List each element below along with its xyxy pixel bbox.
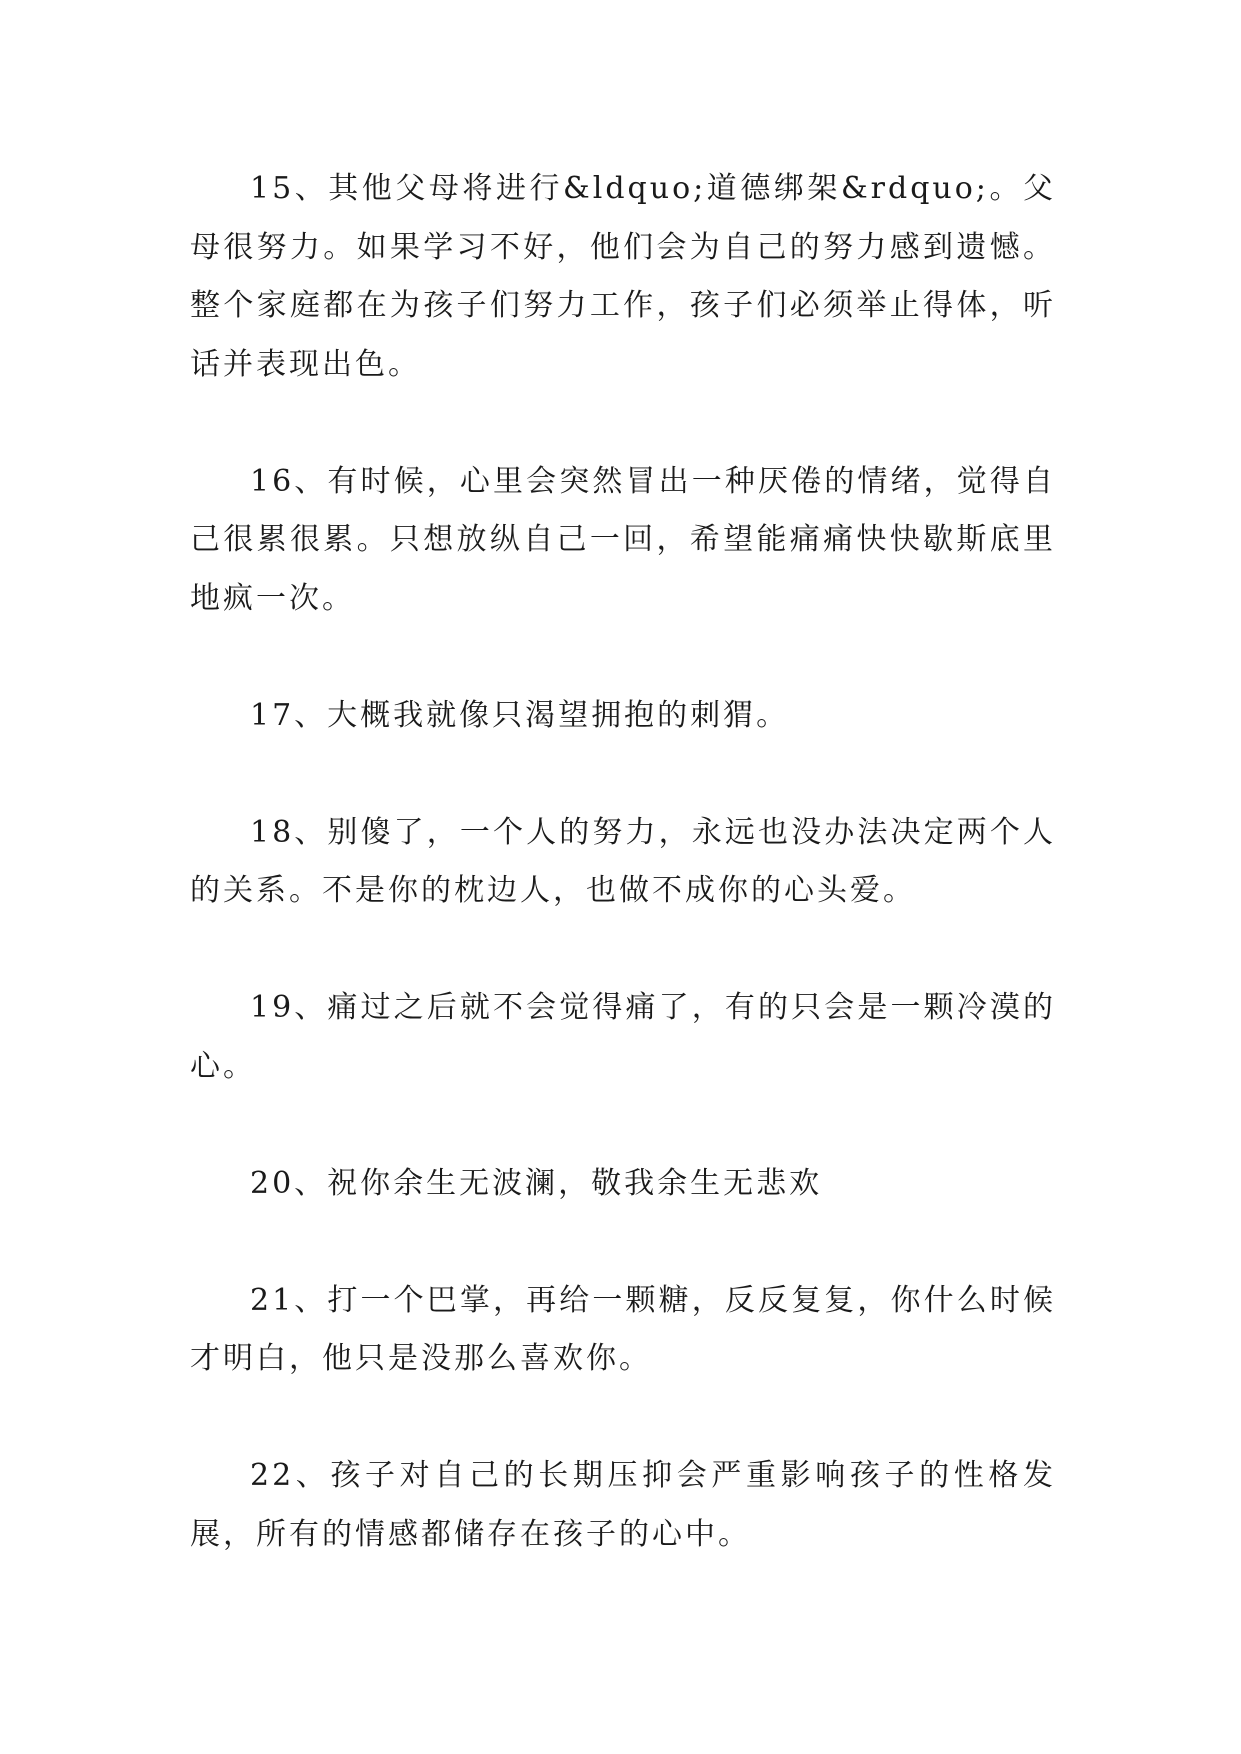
paragraph-16: 16、有时候，心里会突然冒出一种厌倦的情绪，觉得自己很累很累。只想放纵自己一回，希望能痛痛快快歇斯底里地疯一次。 <box>190 463 1056 616</box>
paragraph-19: 19、痛过之后就不会觉得痛了，有的只会是一颗冷漠的心。 <box>190 990 1056 1084</box>
paragraph-17: 17、大概我就像只渴望拥抱的刺猬。 <box>250 697 790 733</box>
document-body <box>190 160 1056 1623</box>
paragraph-20: 20、祝你余生无波澜，敬我余生无悲欢 <box>250 1165 823 1201</box>
paragraph-18: 18、别傻了，一个人的努力，永远也没办法决定两个人的关系。不是你的枕边人，也做不成你的心头爱。 <box>190 814 1056 908</box>
paragraph-22: 22、孩子对自己的长期压抑会严重影响孩子的性格发展，所有的情感都储存在孩子的心中。 <box>190 1458 1056 1552</box>
paragraph-21: 21、打一个巴掌，再给一颗糖，反反复复，你什么时候才明白，他只是没那么喜欢你。 <box>190 1282 1056 1376</box>
paragraph-15: 15、其他父母将进行&ldquo;道德绑架&rdquo;。父母很努力。如果学习不好，他们会为自己的努力感到遗憾。整个家庭都在为孩子们努力工作，孩子们必须举止得体，听话并表现出色。 <box>190 171 1056 382</box>
